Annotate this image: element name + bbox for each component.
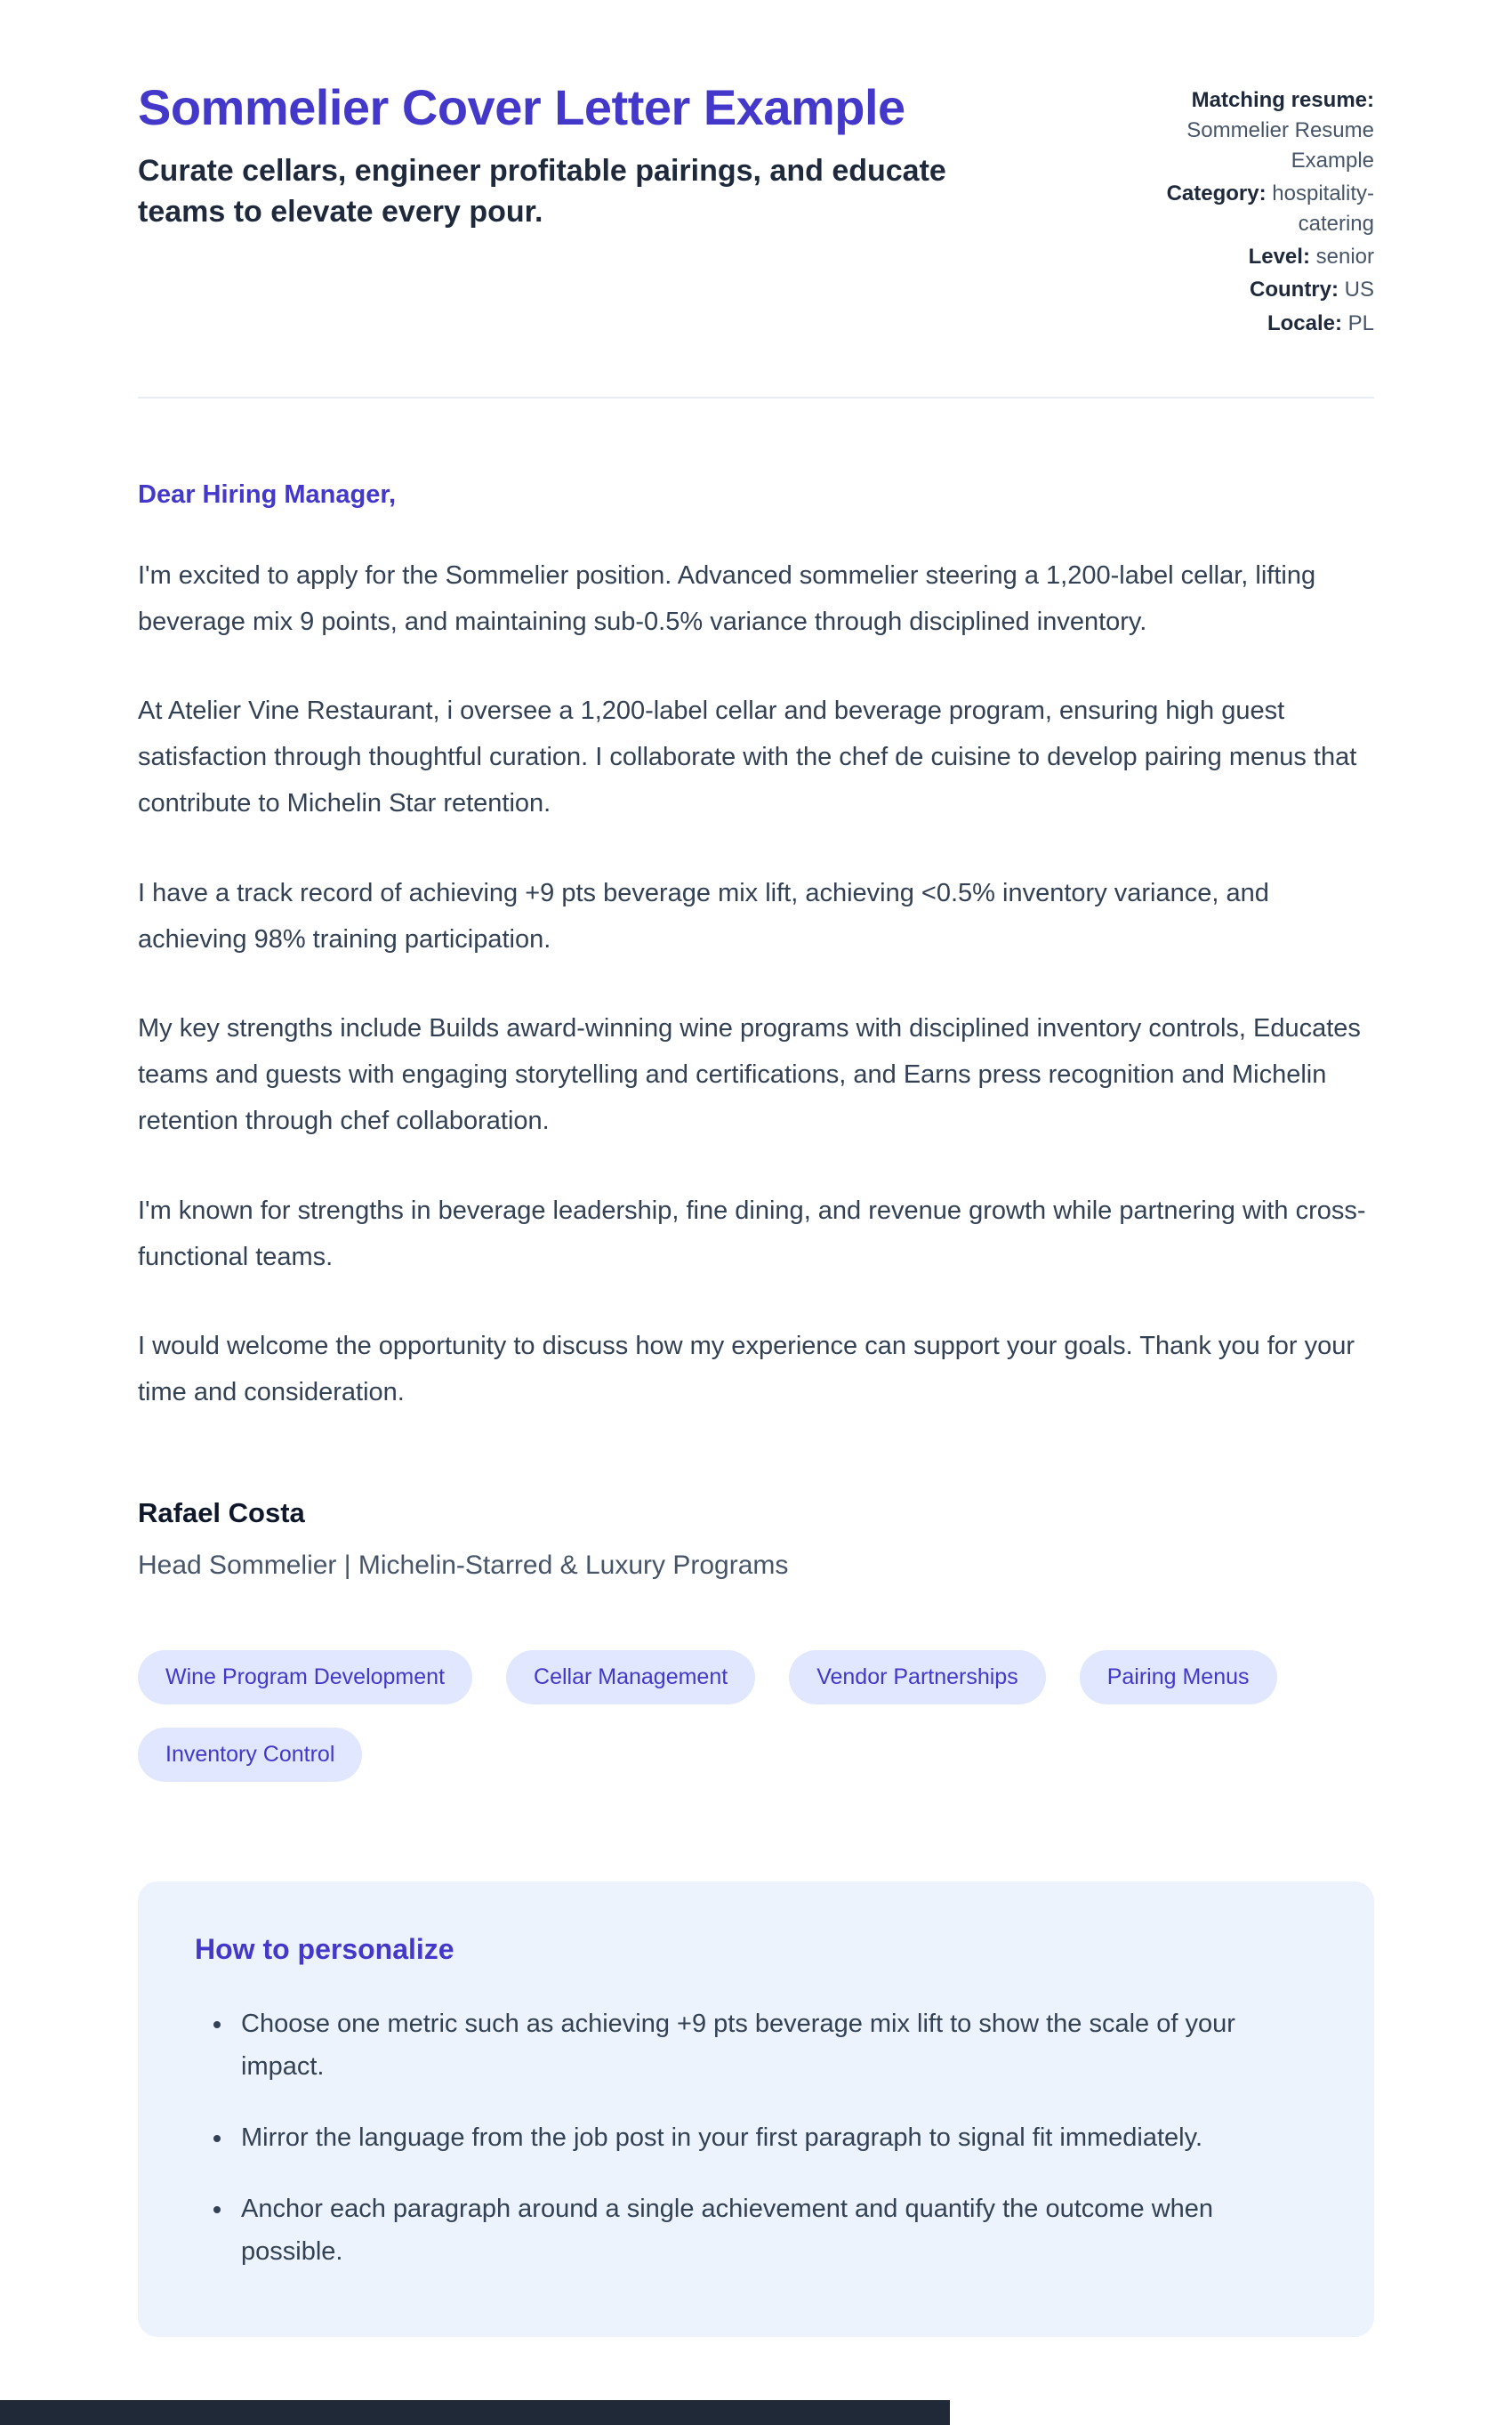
letter-paragraph: My key strengths include Builds award-winning wine programs with disciplined inventory controls, Educates teams and guests with engaging storytelling and certifications, and Earns press recognition and Michelin retention through chef collaboration. <box>138 1013 1361 1136</box>
meta-item <box>1114 309 1374 339</box>
personalize-tip: • Mirror the language from the job post in your first paragraph to signal fit immediately. <box>234 2117 1317 2160</box>
meta-label: Category: <box>1166 181 1267 206</box>
skill-tag-list <box>138 1650 1374 1782</box>
letter-paragraph: I have a track record of achieving +9 pts beverage mix lift, achieving <0.5% inventory variance, and achieving 98% training participation. <box>138 878 1269 954</box>
salutation: Dear Hiring Manager, <box>138 479 397 509</box>
skill-tag: Cellar Management <box>506 1650 755 1704</box>
skill-tag: Inventory Control <box>138 1728 362 1782</box>
meta-panel <box>1114 78 1374 342</box>
header-divider <box>138 397 1374 399</box>
signature-role: Head Sommelier | Michelin-Starred & Luxury Programs <box>138 1551 789 1581</box>
meta-label: Matching resume: <box>1191 88 1374 112</box>
skill-tag: Vendor Partnerships <box>789 1650 1046 1704</box>
page-subtitle: Curate cellars, engineer profitable pairings, and educate teams to elevate every pour. <box>138 154 946 229</box>
meta-value: PL <box>1347 310 1374 335</box>
header-title-block <box>138 78 1027 233</box>
meta-label: Country: <box>1250 278 1339 302</box>
meta-value: senior <box>1315 245 1374 270</box>
personalize-tip: • Anchor each paragraph around a single achievement and quantify the outcome when possible. <box>234 2188 1317 2274</box>
meta-item <box>1114 179 1374 239</box>
personalize-tip: • Choose one metric such as achieving +9 pts beverage mix lift to show the scale of your impact. <box>234 2003 1317 2089</box>
meta-value: US <box>1344 278 1374 302</box>
signature-name: Rafael Costa <box>138 1497 305 1529</box>
page-title: Sommelier Cover Letter Example <box>138 79 905 135</box>
personalize-heading: How to personalize <box>195 1933 454 1966</box>
skill-tag: Wine Program Development <box>138 1650 472 1704</box>
meta-label: Locale: <box>1267 310 1342 335</box>
letter-body <box>138 552 1374 1416</box>
letter-paragraph: I would welcome the opportunity to discuss how my experience can support your goals. Thank you for your time and consideration. <box>138 1331 1355 1407</box>
meta-item <box>1114 85 1374 176</box>
letter-paragraph: At Atelier Vine Restaurant, i oversee a 1,200-label cellar and beverage program, ensuring high guest satisfaction through thoughtful curation. I collaborate with the chef de cuisine to develop pairing menus that contribute to Michelin Star retention. <box>138 697 1357 818</box>
signature-block <box>138 1497 1374 1581</box>
personalize-box <box>138 1881 1374 2337</box>
meta-value: hospitality-catering <box>1272 181 1374 237</box>
meta-item <box>1114 275 1374 305</box>
meta-value: Sommelier Resume Example <box>1186 118 1374 173</box>
personalize-tip-list <box>195 2003 1317 2273</box>
meta-item <box>1114 242 1374 272</box>
letter-paragraph: I'm excited to apply for the Sommelier position. Advanced sommelier steering a 1,200-label cellar, lifting beverage mix 9 points, and maintaining sub-0.5% variance through disciplined inventory. <box>138 560 1316 636</box>
page-header <box>138 78 1374 342</box>
letter-paragraph: I'm known for strengths in beverage leadership, fine dining, and revenue growth while partnering with cross-functional teams. <box>138 1196 1366 1271</box>
footer-bar <box>0 2400 950 2425</box>
skill-tag: Pairing Menus <box>1080 1650 1277 1704</box>
meta-label: Level: <box>1248 245 1310 270</box>
